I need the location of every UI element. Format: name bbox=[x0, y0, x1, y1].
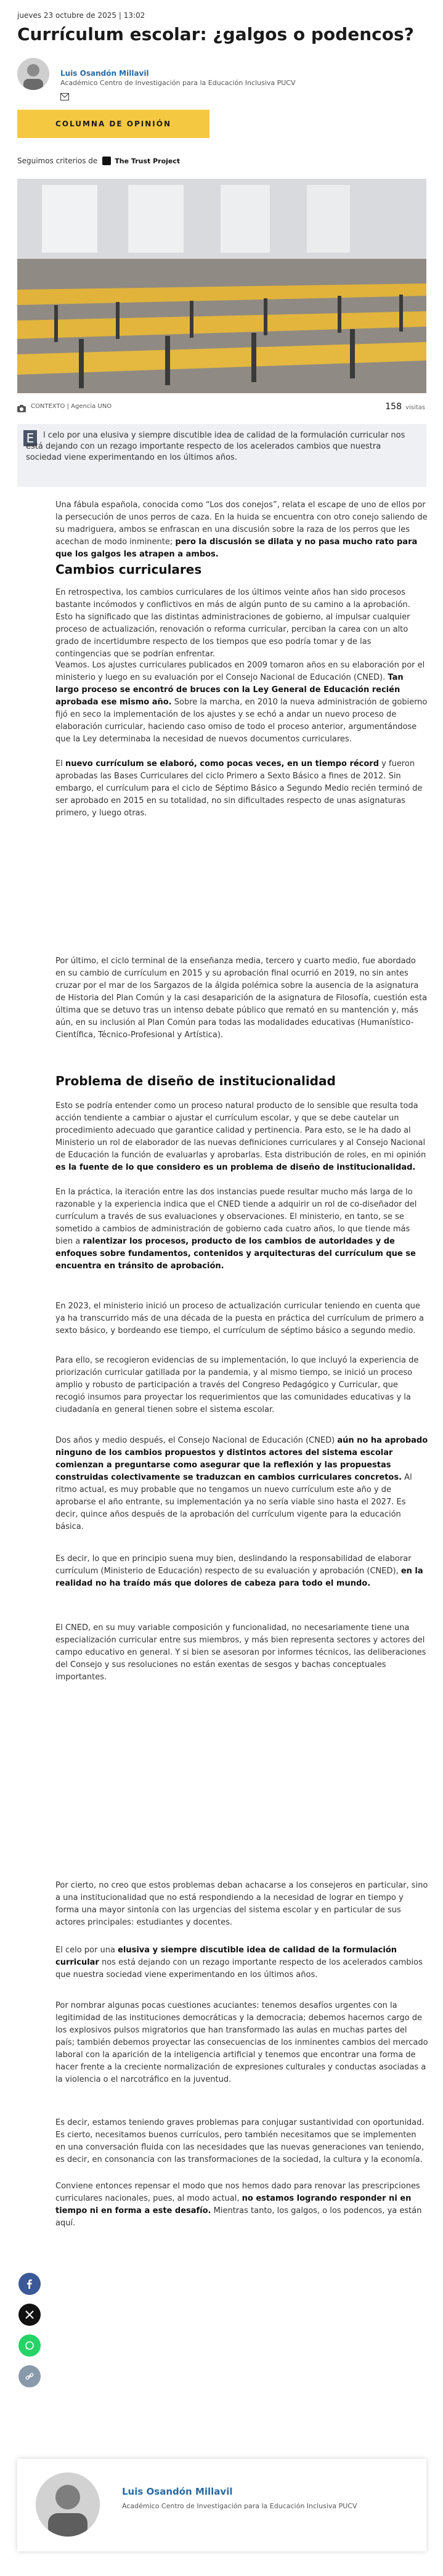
hero-image bbox=[17, 179, 426, 393]
author-card bbox=[17, 2459, 426, 2551]
article-paragraph: Para ello, se recogieron evidencias de su implementación, lo que incluyó la experiencia de priorización curricular gatillada por la pandemia, y al mismo tiempo, se inició un proceso amplio y robusto de participación a través del Congreso Pedagógico y Curricular, que recogió insumos para proyectar los requerimientos que las comunidades educativas y la ciudadanía en general tienen sobre el sistema escolar. bbox=[55, 1356, 419, 1414]
article-paragraph: El CNED, en su muy variable composición y funcionalidad, no necesariamente tiene una especialización curricular entre sus miembros, y más bien representa sectores y actores del campo educativo en general. Y si bien se asesoran por informes técnicos, las deliberaciones del Consejo y sus resoluciones no están exentas de sesgos y bachas conceptuales importantes. bbox=[55, 1623, 426, 1682]
hero-caption: CONTEXTO | Agencia UNO bbox=[31, 403, 112, 410]
camera-icon bbox=[17, 403, 26, 410]
avatar[interactable] bbox=[17, 58, 49, 90]
visits-count: 158 bbox=[385, 402, 402, 412]
article-paragraph: El nuevo currículum se elaboró, como pocas veces, en un tiempo récord y fueron aprobadas las Bases Curriculares del ciclo Primero a Sexto Básico a fines de 2012. Sin embargo, el currículum para el ciclo de Séptimo Básico a Segundo Medio recién terminó de ser aprobado en 2015 en su totalidad, no sin dificultades respecto de unas asignaturas primero, y luego otras. bbox=[55, 759, 423, 818]
share-link-button[interactable] bbox=[18, 2365, 41, 2387]
trust-project-label: The Trust Project bbox=[115, 157, 181, 165]
visits-label: visitas bbox=[405, 404, 425, 411]
article-paragraph: Es decir, estamos teniendo graves problemas para conjugar sustantividad con oportunidad. Es cierto, necesitamos buenos currículos, pero también necesitamos que se implementen en una conversación fluida con las necesidades que las nuevas generaciones van teniendo, es decir, en consonancia con las transformaciones de la sociedad, la cultura y la economía. bbox=[55, 2118, 425, 2164]
mail-icon[interactable] bbox=[60, 91, 69, 99]
article-paragraph: Por último, el ciclo terminal de la enseñanza media, tercero y cuarto medio, fue abordado en su cambio de currículum en 2015 y su aprobación final ocurrió en 2019, no sin antes cruzar por el mar de los Sargazos de la álgida polémica sobre la ausencia de la asignatura de Historia del Plan Común y la casi desaparición de la asignatura de Filosofía, cuestión esta última que se detuvo tras un intenso debate público que remató en su mantención y, más aún, en su inclusión al Plan Común para todas las modalidades educativas (Humanístico-Científica, Técnico-Profesional y Artística). bbox=[55, 956, 428, 1040]
intro-text: l celo por una elusiva y siempre discutible idea de calidad de la formulación curricular nos está dejando con un rezago importante respecto de los acelerados cambios que nuestra sociedad viene experimentando en los últimos años. bbox=[26, 431, 405, 462]
trust-criteria bbox=[17, 157, 180, 165]
article-paragraph: Por cierto, no creo que estos problemas deban achacarse a los consejeros en particular, sino a una institucionalidad que no está respondiendo a la necesidad de lograr en tiempo y forma una mayor sintonía con las urgencias del sistema escolar y en particular de sus actores principales: estudiantes y docentes. bbox=[55, 1881, 428, 1927]
author-card-role: Académico Centro de Investigación para la Educación Inclusiva PUCV bbox=[122, 2502, 357, 2510]
share-x-button[interactable] bbox=[18, 2304, 41, 2326]
share-facebook-button[interactable] bbox=[18, 2273, 41, 2295]
article-paragraph: Es decir, lo que en principio suena muy bien, deslindando la responsabilidad de elaborar currículum (Ministerio de Educación) respecto de su evaluación y aprobación (CNED), en la realidad no ha traído más que dolores de cabeza para todo el mundo. bbox=[55, 1554, 423, 1588]
publish-date: jueves 23 octubre de 2025 | 13:02 bbox=[17, 11, 145, 20]
link-icon bbox=[25, 2371, 35, 2381]
section-heading: Cambios curriculares bbox=[55, 562, 202, 577]
trust-project-logo[interactable] bbox=[102, 157, 180, 165]
share-whatsapp-button[interactable] bbox=[18, 2334, 41, 2357]
author-name-link[interactable]: Luis Osandón Millavil bbox=[60, 69, 149, 78]
author-role: Académico Centro de Investigación para la Educación Inclusiva PUCV bbox=[60, 79, 296, 87]
section-heading: Problema de diseño de institucionalidad bbox=[55, 1074, 336, 1088]
dropcap: E bbox=[23, 430, 37, 446]
article-paragraph: El celo por una elusiva y siempre discutible idea de calidad de la formulación curricular nos está dejando con un rezago importante respecto de los acelerados cambios que nuestra sociedad viene experimentando en los últimos años. bbox=[55, 1946, 423, 1979]
article-paragraph: En 2023, el ministerio inició un proceso de actualización curricular teniendo en cuenta que ya ha transcurrido más de una década de la puesta en práctica del currículum de primero a sexto básico, y bordeando ese tiempo, el currículum de séptimo básico a segundo medio. bbox=[55, 1302, 424, 1335]
article-paragraph: Una fábula española, conocida como “Los dos conejos”, relata el escape de uno de ellos por la persecución de unos perros de caza. En la huida se encuentra con otro conejo saliendo de su madriguera, ambos se enfrascan en una discusión sobre la raza de los perros que les acechan de modo inminente; pero la discusión se dilata y no pasa mucho rato para que los galgos les atrapen a ambos. bbox=[55, 500, 428, 559]
trust-project-icon bbox=[102, 157, 111, 165]
article-paragraph: En retrospectiva, los cambios curriculares de los últimos veinte años han sido procesos bastante incómodos y conflictivos en más de algún punto de su camino a la aprobación. Esto ha significado que las distintas administraciones de gobierno, al impulsar cualquier proceso de actualización, renovación o reforma curricular, perciban la carea con un alto grado de incertidumbre respecto de los tiempos que eso podría tomar y de las contingencias que se podrían enfrentar. bbox=[55, 588, 410, 659]
article-paragraph: Veamos. Los ajustes curriculares publicados en 2009 tomaron años en su elaboración por el ministerio y luego en su evaluación por el Consejo Nacional de Educación (CNED). Tan largo proceso se encontró de bruces con la Ley General de Educación recién aprobada ese mismo año. Sobre la marcha, en 2010 la nueva administración de gobierno fijó en seco la implementación de los ajustes y se echó a andar un nuevo proceso de elaboración curricular, haciendo caso omiso de todo el proceso anterior, argumentándose que la Ley determinaba la necesidad de nuevos documentos curriculares. bbox=[55, 661, 428, 744]
avatar[interactable] bbox=[36, 2472, 100, 2537]
author-card-name-link[interactable]: Luis Osandón Millavil bbox=[122, 2486, 233, 2497]
criteria-text: Seguimos criterios de bbox=[17, 157, 98, 165]
author-byline bbox=[17, 54, 424, 97]
facebook-icon bbox=[25, 2279, 35, 2289]
whatsapp-icon bbox=[25, 2341, 35, 2350]
article-paragraph: Esto se podría entender como un proceso natural producto de lo sensible que resulta toda acción tendiente a cambiar o ajustar el currículum escolar, y que se debe cautelar un procedimiento adecuado que garantice calidad y pertinencia. Para esto, se le ha dado al Ministerio un rol de elaborador de las nuevas definiciones curriculares y al Consejo Nacional de Educación la función de evaluarlas y aprobarlas. Esta distribución de roles, en mi opinión es la fuente de lo que considero es un problema de diseño de institucionalidad. bbox=[55, 1101, 426, 1172]
article-paragraph: Conviene entonces repensar el modo que nos hemos dado para renovar las prescripciones curriculares nacionales, pues, al modo actual, no estamos logrando responder ni en tiempo ni en forma a este desafío. Mientras tanto, los galgos, o los podencos, ya están aquí. bbox=[55, 2182, 422, 2228]
article-paragraph: En la práctica, la iteración entre las dos instancias puede resultar mucho más larga de lo razonable y la experiencia indica que el CNED tiende a adquirir un rol de co-diseñador del currículum a través de sus evaluaciones y observaciones. El ministerio, en tanto, se se sometido a cambios de administración de gobierno cada cuatro años, lo que tiende más bien a ralentizar los procesos, producto de los cambios de autoridades y de enfoques sobre fundamentos, contenidos y arquitecturas del currículum que se encuentra en tránsito de aprobación. bbox=[55, 1188, 417, 1271]
page-title: Currículum escolar: ¿galgos o podencos? bbox=[17, 24, 414, 44]
x-icon bbox=[25, 2310, 35, 2320]
intro-summary bbox=[17, 424, 426, 487]
hero-caption-row bbox=[17, 402, 426, 420]
article-paragraph: Dos años y medio después, el Consejo Nacional de Educación (CNED) aún no ha aprobado ninguno de los cambios propuestos y distintos actores del sistema escolar comienzan a preguntarse como asegurar que la reflexión y las propuestas construidas colectivamente se traduzcan en cambios curriculares concretos. Al ritmo actual, es muy probable que no tengamos un nuevo currículum este año y de aprobarse el año entrante, su implementación ya no sería viable sino hasta el 2027. Es decir, quince años después de la aprobación del currículum vigente para la educación básica. bbox=[55, 1436, 428, 1531]
opinion-column-button[interactable]: COLUMNA DE OPINIÓN bbox=[17, 110, 209, 138]
article-paragraph: Por nombrar algunas pocas cuestiones acuciantes: tenemos desafíos urgentes con la legitimidad de las instituciones democráticas y la democracia; debemos hacernos cargo de los explosivos pulsos migratorios que han transformado las aulas en muchas partes del país; también debemos proyectar las consecuencias de los inminentes cambios del mercado laboral con la aparición de la inteligencia artificial y tenemos que encontrar una forma de hacer frente a la creciente normalización de expresiones culturales y conductas asociadas a la violencia o el narcotráfico en la juventud. bbox=[55, 2001, 428, 2084]
